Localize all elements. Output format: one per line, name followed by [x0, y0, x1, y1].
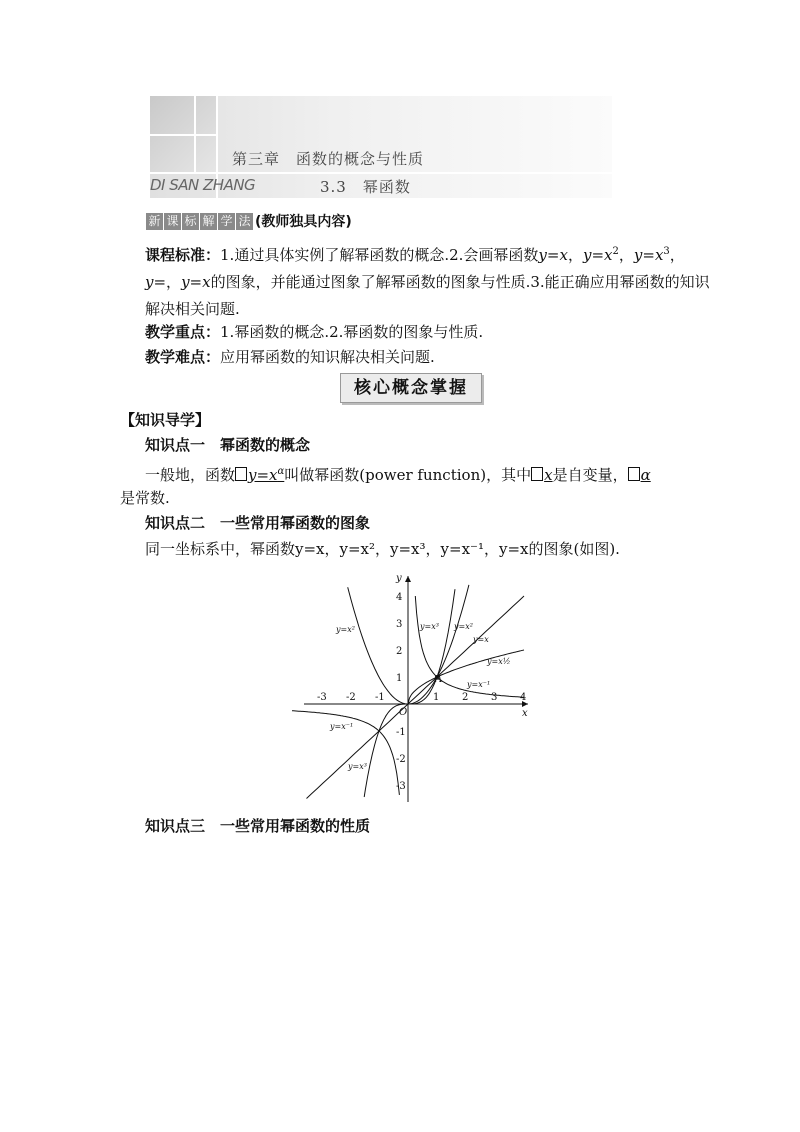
standard-text-2: 的图象，并能通过图象了解幂函数的图象与性质.3.能正确应用幂函数的知识解决相关问题. — [145, 273, 710, 318]
chapter-title: 第三章 函数的概念与性质 — [232, 150, 425, 168]
k1-definition-end — [120, 485, 690, 512]
curve-label: y=x½ — [487, 657, 511, 666]
y-axis-label: y — [396, 573, 402, 584]
k1-text-d: 是常数. — [120, 489, 170, 507]
course-standard: 课程标准：1.通过具体实例了解幂函数的概念.2.会画幂函数y=x，$y=x^2$，$y=x^3$，y=，y=x的图象，并能通过图象了解幂函数的图象与性质.3.能正确应用幂函数的知识解决相关问题. — [145, 246, 710, 318]
chapter-banner — [150, 96, 612, 198]
x-axis-label: x — [522, 708, 528, 719]
x-tick-label: -3 — [317, 692, 327, 703]
banner-divider — [150, 134, 216, 136]
difficult-points — [120, 344, 715, 371]
k1-text-c: 是自变量， — [552, 466, 628, 484]
k1-text-a: 一般地，函数 — [145, 466, 236, 484]
k1-formula: $y=x^\alpha$ — [248, 466, 285, 484]
curve-label: y=x — [473, 635, 489, 644]
k1-var: x — [544, 466, 553, 484]
k2-title-row — [120, 510, 715, 537]
curve-label: y=x² — [336, 625, 355, 634]
x-tick-label: -1 — [375, 692, 385, 703]
difficult-points-label: 教学难点： — [145, 348, 221, 366]
origin-label: O — [399, 707, 408, 718]
blank-box — [235, 467, 247, 481]
tag-char: 解 — [200, 213, 217, 230]
tag-char: 课 — [164, 213, 181, 230]
banner-divider — [150, 172, 612, 174]
y-tick-label: 3 — [396, 619, 403, 630]
tag-char: 法 — [236, 213, 253, 230]
k3-title-row — [120, 813, 715, 840]
y-tick-label: 1 — [396, 673, 403, 684]
tag-char: 学 — [218, 213, 235, 230]
section-title: 3.3 幂函数 — [320, 178, 411, 196]
curve-label: y=x³ — [348, 762, 367, 771]
y-tick-label: -3 — [396, 781, 406, 792]
core-concept-title: 核心概念掌握 — [340, 373, 482, 403]
curve-label: y=x⁻¹ — [330, 722, 354, 731]
x-tick-label: 3 — [491, 692, 498, 703]
key-points — [120, 319, 715, 346]
y-tick-label: 2 — [396, 646, 403, 657]
power-function-graph — [290, 566, 546, 806]
y-tick-label: 4 — [396, 592, 403, 603]
tag-char: 新 — [146, 213, 163, 230]
k2-text-row — [120, 536, 715, 563]
key-points-text: 1.幂函数的概念.2.幂函数的图象与性质. — [220, 323, 484, 341]
blank-box — [531, 467, 543, 481]
y-tick-label: -1 — [396, 727, 406, 738]
chapter-pinyin: DI SAN ZHANG — [150, 176, 256, 194]
tag-note: (教师独具内容) — [255, 214, 352, 230]
tagline — [146, 211, 352, 231]
k1-title: 知识点一 幂函数的概念 — [145, 436, 311, 454]
standard-text-1: 1.通过具体实例了解幂函数的概念.2.会画幂函数 — [220, 246, 539, 264]
x-tick-label: -2 — [346, 692, 356, 703]
guide-title-row — [120, 407, 690, 434]
standard-label: 课程标准： — [145, 246, 221, 264]
tag-char: 标 — [182, 213, 199, 230]
k1-title-row — [120, 432, 715, 459]
curve-label: y=x³ — [420, 622, 439, 631]
difficult-points-text: 应用幂函数的知识解决相关问题. — [220, 348, 435, 366]
x-tick-label: 2 — [462, 692, 469, 703]
k1-alpha: α — [640, 466, 651, 484]
x-tick-label: 4 — [520, 692, 527, 703]
key-points-label: 教学重点： — [145, 323, 221, 341]
k1-text-b: 叫做幂函数(power function)，其中 — [284, 466, 532, 484]
k3-title: 知识点三 一些常用幂函数的性质 — [145, 817, 371, 835]
k2-text: 同一坐标系中，幂函数y=x，y=x²，y=x³，y=x⁻¹，y=x的图象(如图). — [145, 540, 620, 558]
point-a-label: A — [435, 674, 443, 685]
blank-box — [628, 467, 640, 481]
x-tick-label: 1 — [433, 692, 440, 703]
k2-title: 知识点二 一些常用幂函数的图象 — [145, 514, 371, 532]
y-tick-label: -2 — [396, 754, 406, 765]
curve-label: y=x⁻¹ — [467, 680, 491, 689]
curve-label: y=x² — [454, 622, 473, 631]
guide-title: 【知识导学】 — [120, 411, 211, 429]
